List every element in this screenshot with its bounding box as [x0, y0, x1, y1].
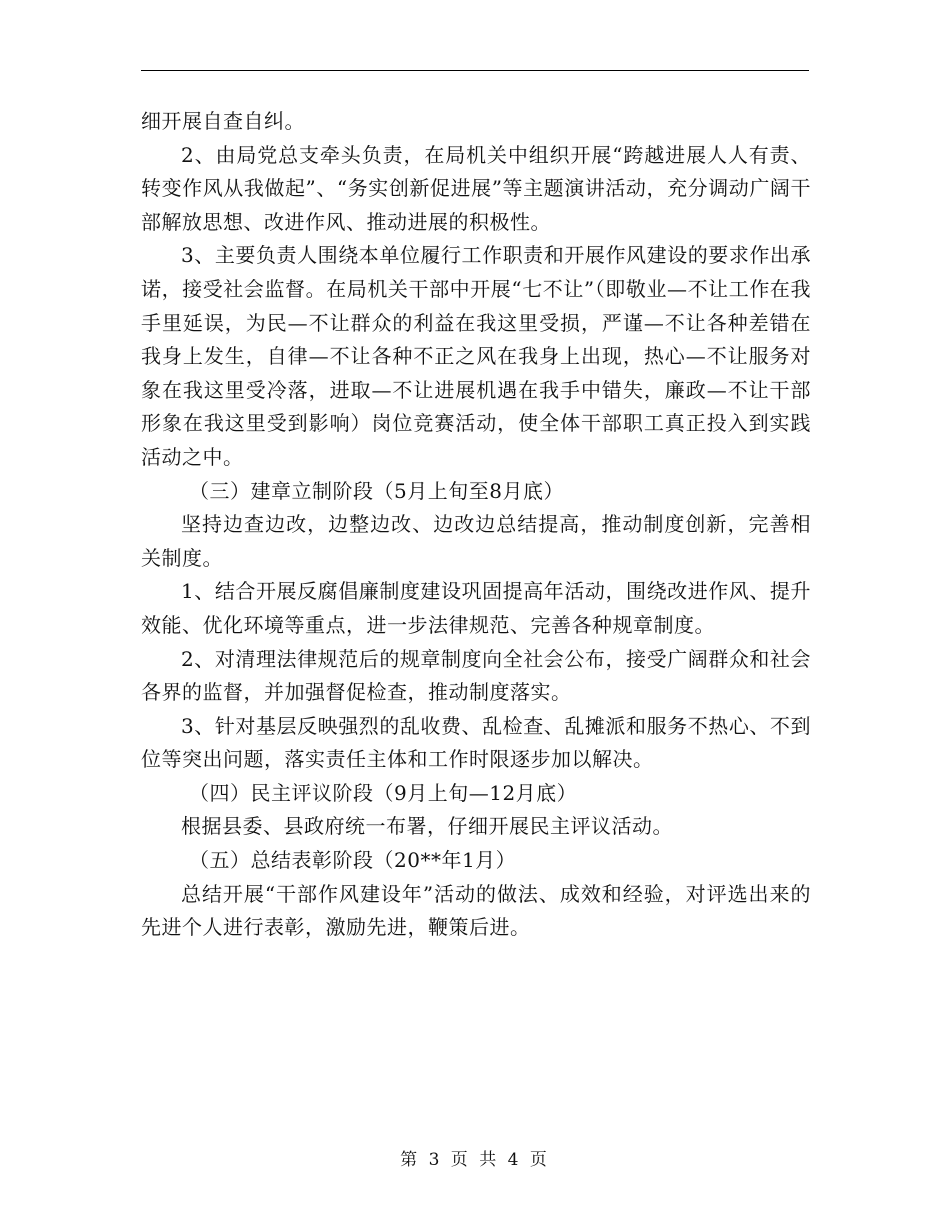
document-body	[141, 105, 811, 945]
paragraph: 总结开展“干部作风建设年”活动的做法、成效和经验，对评选出来的先进个人进行表彰，激励先进，鞭策后进。	[141, 881, 811, 940]
paragraph: 3、针对基层反映强烈的乱收费、乱检查、乱摊派和服务不热心、不到位等突出问题，落实责任主体和工作时限逐步加以解决。	[141, 713, 811, 772]
paragraph: 细开展自查自纠。	[141, 109, 305, 133]
paragraph: 1、结合开展反腐倡廉制度建设巩固提高年活动，围绕改进作风、提升效能、优化环境等重点，进一步法律规范、完善各种规章制度。	[141, 579, 811, 637]
page-number-footer: 第 3 页 共 4 页	[400, 1150, 550, 1170]
paragraph: 根据县委、县政府统一布署，仔细开展民主评议活动。	[181, 814, 673, 839]
header-rule	[141, 70, 809, 71]
paragraph: 2、由局党总支牵头负责，在局机关中组织开展“跨越进展人人有责、转变作风从我做起”、“务实创新促进展”等主题演讲活动，充分调动广阔干部解放思想、改进作风、推动进展的积极性。	[141, 142, 811, 234]
section-heading: （四）民主评议阶段（9月上旬—12月底）	[189, 780, 578, 805]
paragraph: 2、对清理法律规范后的规章制度向全社会公布，接受广阔群众和社会各界的监督，并加强督促检查，推动制度落实。	[141, 646, 811, 705]
section-heading: （五）总结表彰阶段（20**年1月）	[189, 848, 517, 873]
section-heading: （三）建章立制阶段（5月上旬至8月底）	[189, 478, 564, 503]
paragraph: 坚持边查边改，边整边改、边改边总结提高，推动制度创新，完善相关制度。	[141, 512, 811, 570]
paragraph: 3、主要负责人围绕本单位履行工作职责和开展作风建设的要求作出承诺，接受社会监督。在局机关干部中开展“七不让”（即敬业—不让工作在我手里延误，为民—不让群众的利益在我这里受损，严谨—不让各种差错在我身上发生，自律—不让各种不正之风在我身上出现，热心—不让服务对象在我这里受冷落，进取—不让进展机遇在我手中错失，廉政—不让干部形象在我这里受到影响）岗位竞赛活动，使全体干部职工真正投入到实践活动之中。	[141, 243, 811, 469]
